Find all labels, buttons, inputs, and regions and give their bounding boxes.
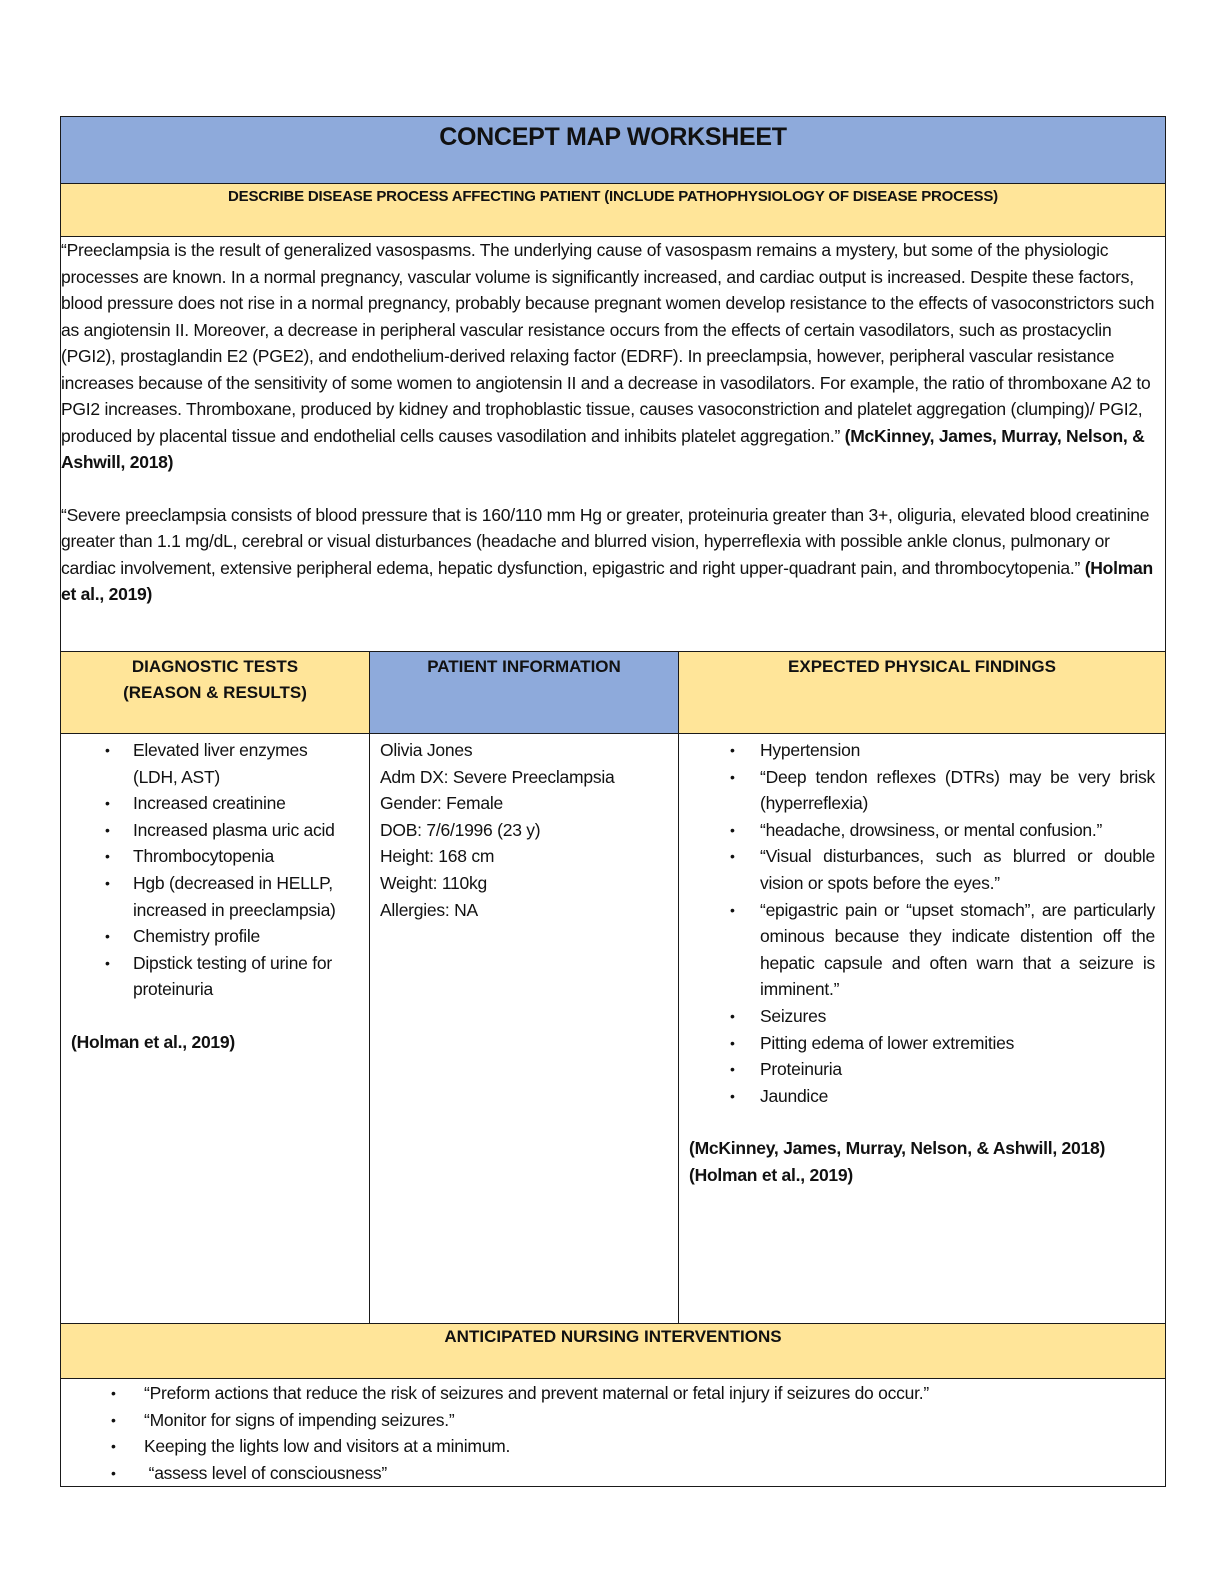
bullet-icon: • <box>730 901 735 918</box>
bullet-icon: • <box>105 928 110 945</box>
bullet-icon: • <box>730 1087 735 1104</box>
physical-findings-list <box>679 737 1165 1109</box>
bullet-icon: • <box>111 1464 116 1481</box>
list-item <box>61 790 369 817</box>
list-item-text: Thrombocytopenia <box>133 846 274 867</box>
list-item <box>679 817 1165 844</box>
worksheet-table <box>60 116 1166 1487</box>
expected-physical-findings-header <box>679 652 1166 734</box>
bullet-icon: • <box>105 821 110 838</box>
severe-preeclampsia-quote: “Severe preeclampsia consists of blood pressure that is 160/110 mm Hg or greater, proteinuria greater than 3+, oliguria, elevated blood creatinine greater than 1.1 mg/dL, cerebral or visual disturbances (headache and blurred vision, hyperreflexia with possible ankle clonus, pulmonary or cardiac involvement, extensive peripheral edema, hepatic dysfunction, epigastric and right upper-quadrant pain, and thrombocytopenia.” <box>61 504 1150 578</box>
list-item <box>679 1056 1165 1083</box>
list-item-text: Proteinuria <box>760 1059 842 1080</box>
physical-findings-citation-mckinney: (McKinney, James, Murray, Nelson, & Ashwill, 2018) <box>689 1138 1106 1159</box>
list-item-text: Increased creatinine <box>133 793 286 814</box>
bullet-icon: • <box>730 742 735 758</box>
list-item <box>61 1380 1165 1407</box>
patient-dob: DOB: 7/6/1996 (23 y) <box>380 819 541 840</box>
bullet-icon: • <box>111 1385 116 1401</box>
bullet-icon: • <box>105 954 110 971</box>
list-item <box>679 897 1165 1003</box>
patient-allergies: Allergies: NA <box>380 899 478 920</box>
bullet-icon: • <box>105 795 110 812</box>
bullet-icon: • <box>730 1061 735 1078</box>
list-item <box>679 1003 1165 1030</box>
list-item <box>61 737 369 790</box>
disease-process-header: DESCRIBE DISEASE PROCESS AFFECTING PATIENT (INCLUDE PATHOPHYSIOLOGY OF DISEASE PROCESS) <box>228 188 998 205</box>
physical-findings-citations <box>679 1135 1165 1188</box>
diagnostic-tests-header-line2: (REASON & RESULTS) <box>123 683 307 702</box>
list-item-text: “assess level of consciousness” <box>144 1462 387 1483</box>
patient-height: Height: 168 cm <box>380 846 495 867</box>
severe-preeclampsia-paragraph <box>61 502 1165 608</box>
list-item-text: “Preform actions that reduce the risk of seizures and prevent maternal or fetal injury if seizures do occur.” <box>144 1383 929 1403</box>
diagnostic-tests-body <box>61 734 370 1324</box>
patient-information-body <box>370 734 679 1324</box>
patient-weight: Weight: 110kg <box>380 872 488 893</box>
list-item-text: “headache, drowsiness, or mental confusion.” <box>760 819 1103 840</box>
list-item-text: Hgb (decreased in HELLP, increased in preeclampsia) <box>133 872 336 920</box>
list-item <box>679 1083 1165 1110</box>
diagnostic-tests-citation: (Holman et al., 2019) <box>71 1031 235 1052</box>
list-item-text: Hypertension <box>760 740 861 760</box>
list-item <box>61 923 369 950</box>
patient-gender: Gender: Female <box>380 793 503 814</box>
bullet-icon: • <box>105 874 110 891</box>
bullet-icon: • <box>730 768 735 785</box>
bullet-icon: • <box>105 742 110 758</box>
list-item <box>61 843 369 870</box>
nursing-interventions-header: ANTICIPATED NURSING INTERVENTIONS <box>444 1327 782 1346</box>
list-item-text: Elevated liver enzymes (LDH, AST) <box>133 740 308 787</box>
disease-process-body <box>61 237 1166 652</box>
list-item-text: “Deep tendon reflexes (DTRs) may be very brisk (hyperreflexia) <box>760 766 1156 814</box>
bullet-icon: • <box>730 1007 735 1024</box>
nursing-interventions-body <box>61 1379 1166 1487</box>
list-item <box>61 950 369 1003</box>
page-title: CONCEPT MAP WORKSHEET <box>439 123 787 151</box>
bullet-icon: • <box>730 1034 735 1051</box>
list-item <box>679 737 1165 764</box>
list-item-text: Dipstick testing of urine for proteinuria <box>133 952 332 1000</box>
bullet-icon: • <box>730 821 735 838</box>
nursing-interventions-header-cell <box>61 1324 1166 1379</box>
bullet-icon: • <box>111 1411 116 1428</box>
diagnostic-tests-header <box>61 652 370 734</box>
list-item <box>679 1030 1165 1057</box>
expected-physical-findings-header-label: EXPECTED PHYSICAL FINDINGS <box>788 657 1056 676</box>
list-item <box>61 1407 1165 1434</box>
list-item <box>61 817 369 844</box>
list-item <box>61 870 369 923</box>
concept-map-worksheet <box>60 116 1165 1487</box>
diagnostic-tests-header-line1: DIAGNOSTIC TESTS <box>131 657 299 676</box>
pathophysiology-citation: (McKinney, James, Murray, Nelson, & Ashwill, 2018) <box>61 425 1145 472</box>
list-item-text: “epigastric pain or “upset stomach”, are particularly ominous because they indicate distention off the hepatic capsule and often warn that a seizure is imminent.” <box>760 899 1156 1000</box>
bullet-icon: • <box>105 848 110 865</box>
disease-process-header-cell <box>61 184 1166 237</box>
patient-information-header-label: PATIENT INFORMATION <box>427 657 621 676</box>
list-item-text: “Monitor for signs of impending seizures.” <box>144 1409 455 1430</box>
list-item <box>679 764 1165 817</box>
expected-physical-findings-body <box>679 734 1166 1324</box>
list-item <box>61 1433 1165 1460</box>
bullet-icon: • <box>730 848 735 865</box>
patient-name: Olivia Jones <box>380 740 473 760</box>
diagnostic-tests-list <box>61 737 369 1003</box>
list-item-text: Seizures <box>760 1005 827 1026</box>
list-item-text: Chemistry profile <box>133 926 261 947</box>
physical-findings-citation-holman: (Holman et al., 2019) <box>689 1164 853 1185</box>
list-item-text: “Visual disturbances, such as blurred or double vision or spots before the eyes.” <box>760 846 1156 893</box>
bullet-icon: • <box>111 1438 116 1454</box>
list-item <box>679 843 1165 896</box>
patient-admission-dx: Adm DX: Severe Preeclampsia <box>380 766 615 787</box>
list-item-text: Jaundice <box>760 1085 829 1106</box>
title-cell <box>61 117 1166 184</box>
list-item-text: Keeping the lights low and visitors at a minimum. <box>144 1436 511 1456</box>
list-item-text: Pitting edema of lower extremities <box>760 1032 1015 1053</box>
pathophysiology-paragraph <box>61 237 1165 476</box>
severe-preeclampsia-citation: (Holman et al., 2019) <box>61 557 1153 604</box>
pathophysiology-quote: “Preeclampsia is the result of generalized vasospasms. The underlying cause of vasospasm remains a mystery, but some of the physiologic processes are known. In a normal pregnancy, vascular volume is significantly increased, and cardiac output is increased. Despite these factors, blood pressure does not rise in a normal pregnancy, probably because pregnant women develop resistance to the effects of vasoconstrictors such as angiotensin II. Moreover, a decrease in peripheral vascular resistance occurs from the effects of certain vasodilators, such as prostacyclin (PGI2), prostaglandin E2 (PGE2), and endothelium-derived relaxing factor (EDRF). In preeclampsia, however, peripheral vascular resistance increases because of the sensitivity of some women to angiotensin II and a decrease in vasodilators. For example, the ratio of thromboxane A2 to PGI2 increases. Thromboxane, produced by kidney and trophoblastic tissue, causes vasoconstriction and platelet aggregation (clumping)/ PGI2, produced by placental tissue and endothelial cells causes vasodilation and inhibits platelet aggregation.” <box>61 240 1155 446</box>
patient-information-header <box>370 652 679 734</box>
nursing-interventions-list <box>61 1380 1165 1486</box>
list-item <box>61 1460 1165 1487</box>
list-item-text: Increased plasma uric acid <box>133 819 335 840</box>
